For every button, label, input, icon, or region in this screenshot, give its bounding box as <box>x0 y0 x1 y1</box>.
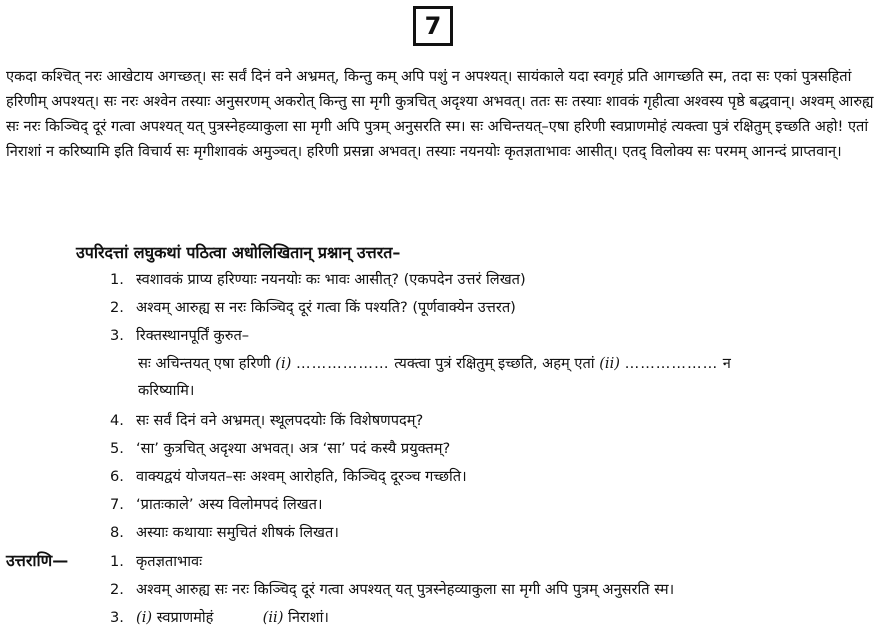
fill-blank-continuation: करिष्यामि। <box>138 382 195 399</box>
fill-blank-part1: सः अचिन्तयत् एषा हरिणी <box>138 355 271 372</box>
question-item <box>110 267 880 292</box>
question-item <box>110 436 880 461</box>
blank-dots-ii: ……………… <box>624 355 719 372</box>
answer-marker-ii: (ii) <box>262 609 284 626</box>
answer-item <box>110 605 329 630</box>
question-number: 2. <box>110 299 124 316</box>
answer-item <box>110 549 202 574</box>
story-passage: एकदा कश्चित् नरः आखेटाय अगच्छत्। सः सर्वं दिनं वने अभ्रमत्, किन्तु कम् अपि पशुं न अपश्यत्। सायंकाले यदा स्वगृहं प्रति आगच्छति स्म, तदा सः एकां पुत्रसहितां हरिणीम् अपश्यत्। सः नरः अश्वेन तस्याः अनुसरणम् अकरोत् किन्तु सा मृगी कुत्रचित् अदृश्या अभवत्। ततः सः तस्याः शावकं गृहीत्वा अश्वस्य पृष्ठे बद्धवान्। अश्वम् आरुह्य सः नरः किञ्चिद् दूरं गत्वा अपश्यत् यत् पुत्रस्नेहव्याकुला सा मृगी अपि पुत्रम् अनुसरति स्म। सः अचिन्तयत्–एषा हरिणी स्वप्राणमोहं त्यक्त्वा पुत्रं रक्षितुम् इच्छति अहो! एतां निराशां न करिष्यामि इति विचार्य सः मृगीशावकं अमुञ्चत्। हरिणी प्रसन्ना अभवत्। तस्याः नयनयोः कृतज्ञताभावः आसीत्। एतद् विलोक्य सः परमम् आनन्दं प्राप्तवान्। <box>6 68 874 160</box>
answer-sub <box>136 605 329 630</box>
question-text: ‘सा’ कुत्रचित् अदृश्या अभवत्। अत्र ‘सा’ पदं कस्यै प्रयुक्तम्? <box>136 440 451 457</box>
page-number: 7 <box>424 12 442 40</box>
answer-value-ii: निराशां। <box>288 609 329 626</box>
question-number: 1. <box>110 271 124 288</box>
question-item <box>110 408 880 433</box>
answer-item <box>110 577 890 602</box>
answers-heading: उत्तराणि— <box>6 551 69 570</box>
question-item <box>110 464 880 489</box>
answer-number: 2. <box>110 581 124 598</box>
answer-value-i: स्वप्राणमोहं <box>156 609 214 626</box>
answer-number: 3. <box>110 609 124 626</box>
question-item <box>110 323 880 348</box>
answer-marker-i: (i) <box>136 609 153 626</box>
question-number: 3. <box>110 327 124 344</box>
question-text: रिक्तस्थानपूर्तिं कुरुत– <box>136 327 250 344</box>
answer-text: अश्वम् आरुह्य सः नरः किञ्चिद् दूरं गत्वा अपश्यत् यत् पुत्रस्नेहव्याकुला सा मृगी अपि पुत्रम् अनुसरति स्म। <box>136 581 675 598</box>
question-item <box>110 520 880 545</box>
fill-blank-line <box>138 351 883 376</box>
question-number: 6. <box>110 468 124 485</box>
question-item <box>110 492 880 517</box>
page-number-box <box>413 6 453 46</box>
blank-marker-ii: (ii) <box>599 355 620 372</box>
question-text: स्वशावकं प्राप्य हरिण्याः नयनयोः कः भावः आसीत्? (एकपदेन उत्तरं लिखत) <box>136 271 526 288</box>
answer-text: कृतज्ञताभावः <box>136 553 203 570</box>
answer-number: 1. <box>110 553 124 570</box>
question-text: अश्वम् आरुह्य स नरः किञ्चिद् दूरं गत्वा किं पश्यति? (पूर्णवाक्येन उत्तरत) <box>136 299 516 316</box>
question-number: 8. <box>110 524 124 541</box>
question-item <box>110 295 880 320</box>
question-text: वाक्यद्वयं योजयत–सः अश्वम् आरोहति, किञ्चिद् दूरञ्च गच्छति। <box>136 468 467 485</box>
question-number: 7. <box>110 496 124 513</box>
fill-blank-part2: त्यक्त्वा पुत्रं रक्षितुम् इच्छति, अहम् एतां <box>394 355 595 372</box>
question-text: सः सर्वं दिनं वने अभ्रमत्। स्थूलपदयोः किं विशेषणपदम्? <box>136 412 424 429</box>
question-number: 4. <box>110 412 124 429</box>
blank-marker-i: (i) <box>275 355 292 372</box>
fill-blank-part3: न <box>722 355 731 372</box>
question-number: 5. <box>110 440 124 457</box>
question-text: ‘प्रातःकाले’ अस्य विलोमपदं लिखत। <box>136 496 323 513</box>
questions-heading: उपरिदत्तां लघुकथां पठित्वा अधोलिखितान् प्रश्नान् उत्तरत– <box>76 243 401 262</box>
question-text: अस्याः कथायाः समुचितं शीषकं लिखत। <box>136 524 339 541</box>
blank-dots-i: ……………… <box>295 355 390 372</box>
